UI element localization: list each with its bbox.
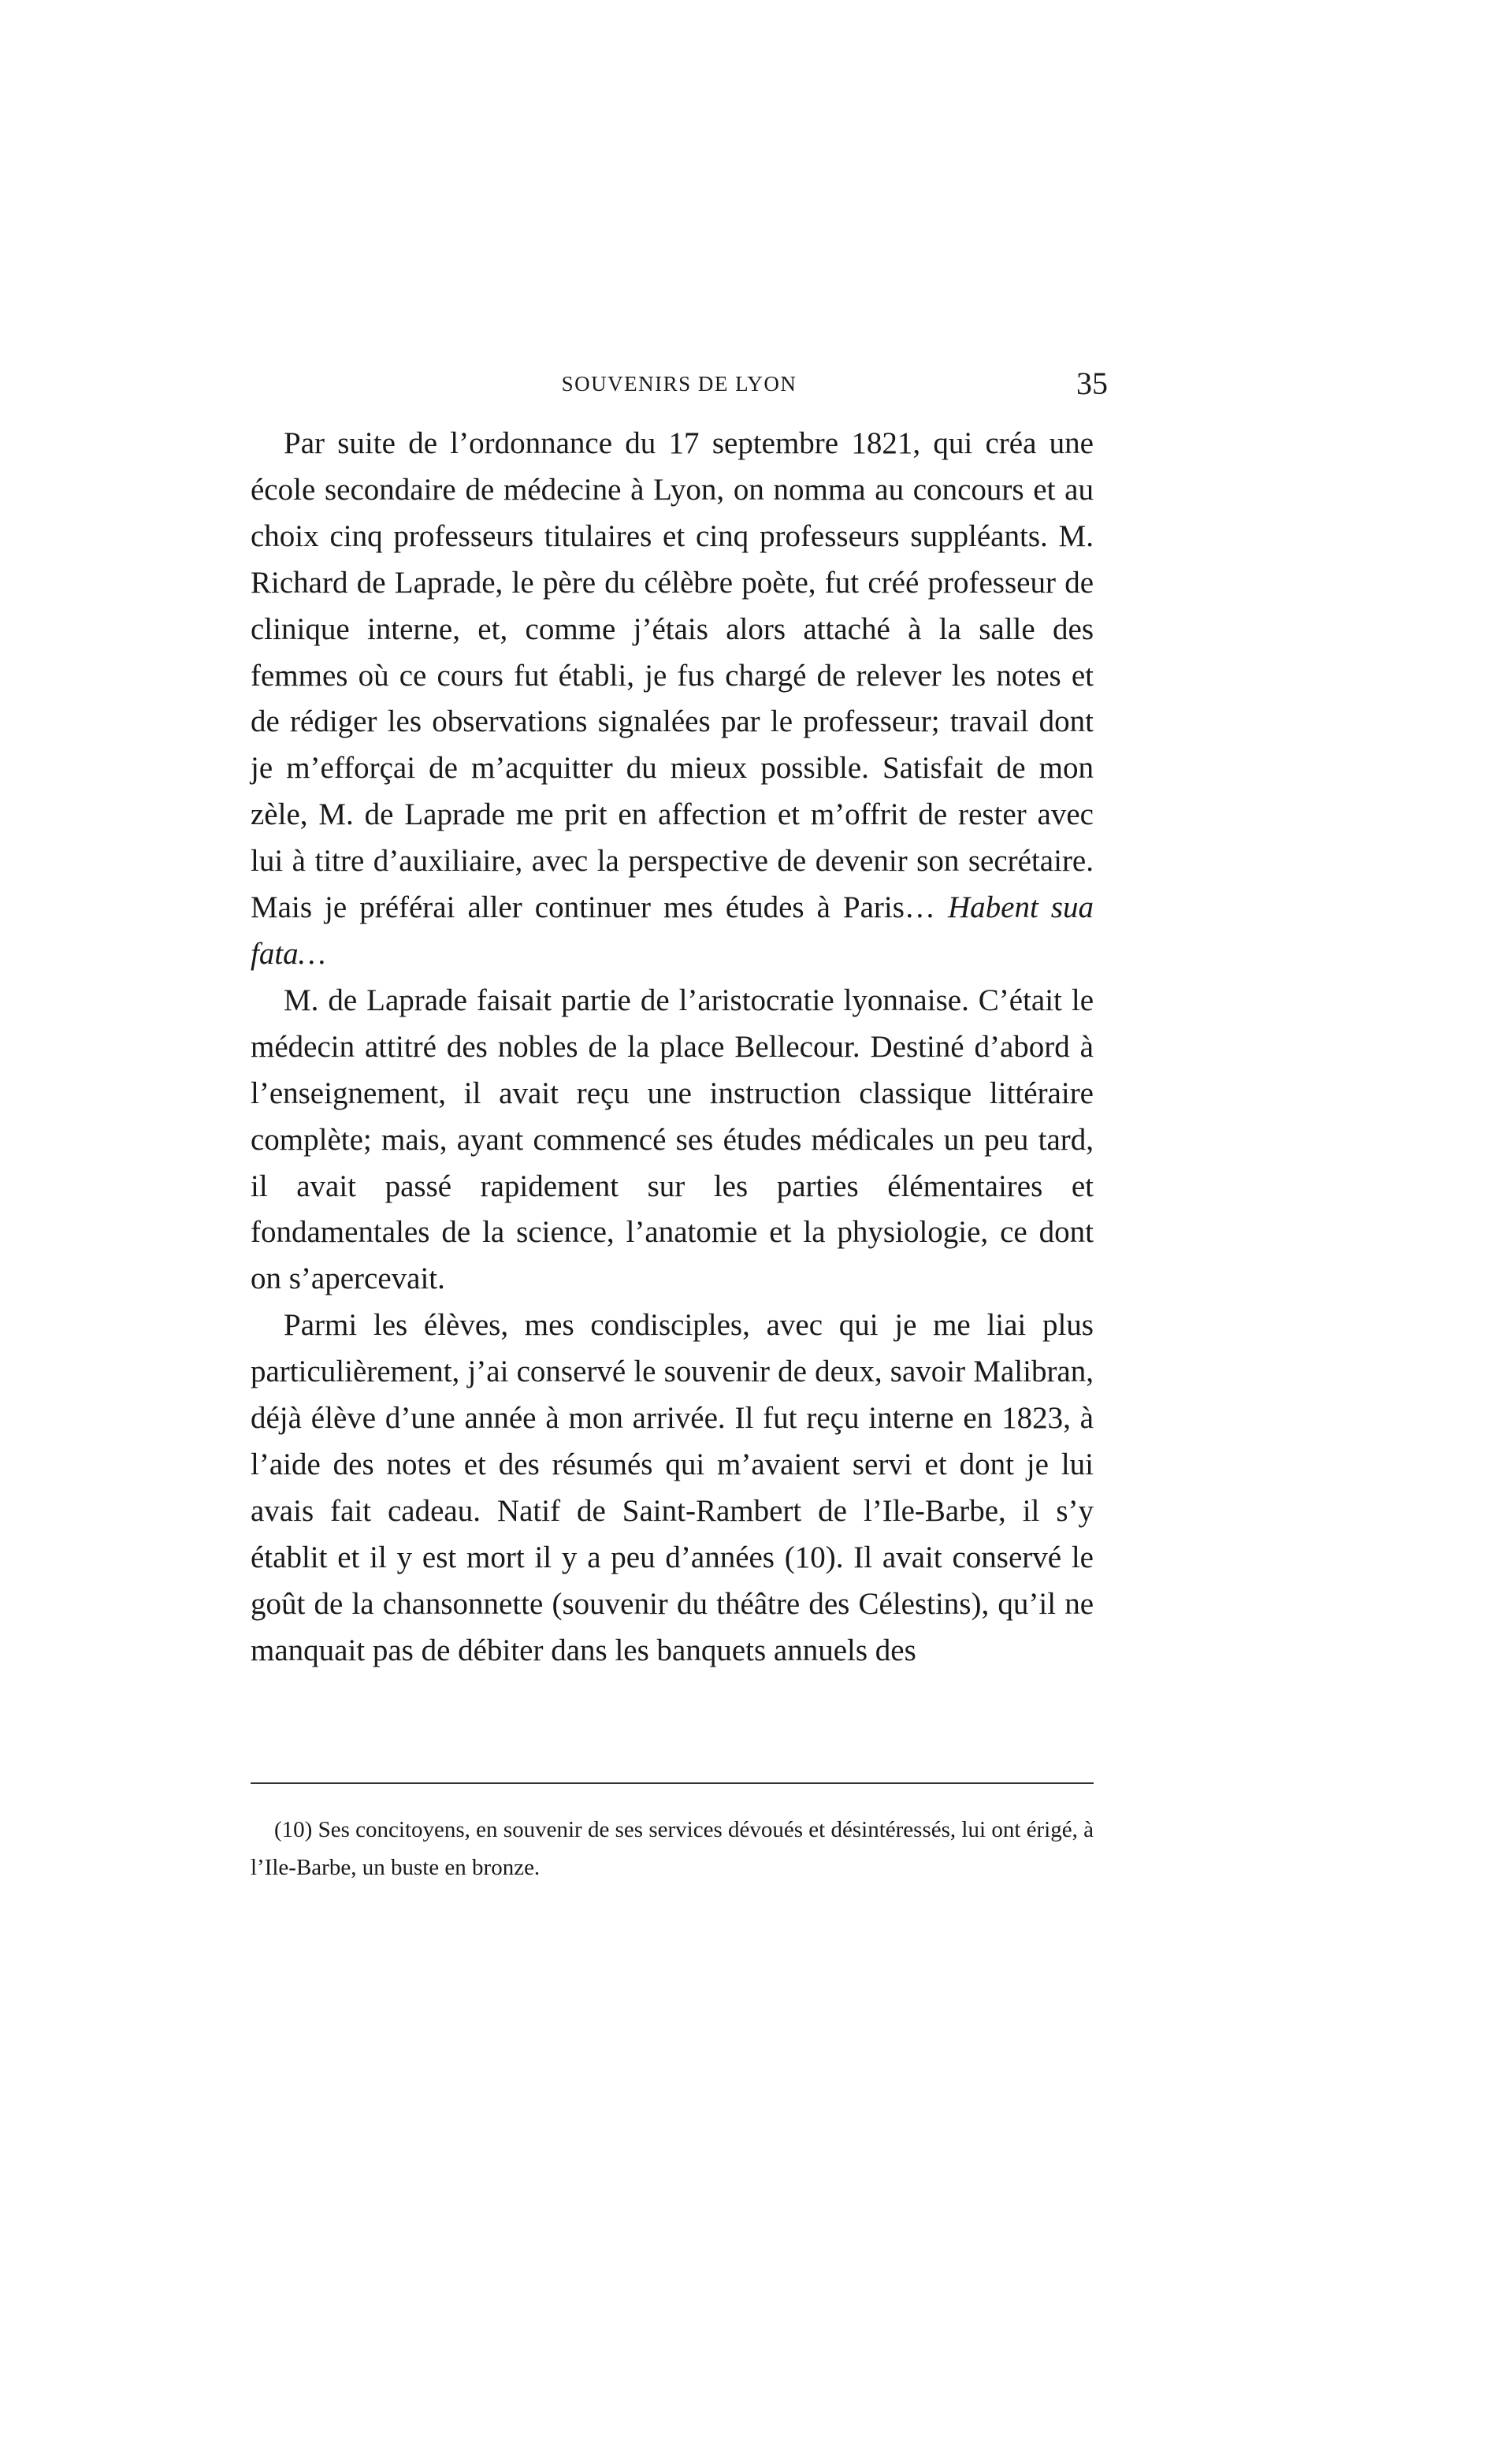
footnote-text: (10) Ses concitoyens, en souvenir de ses services dévoués et désintéressés, lui ont érigé, à l’Ile-Barbe, un buste en bronze. [251, 1817, 1094, 1880]
page-number: 35 [1076, 366, 1108, 401]
body-text [251, 421, 1094, 1674]
paragraph-1 [251, 421, 1094, 978]
footnote [251, 1811, 1094, 1886]
footnote-divider [251, 1782, 1094, 1784]
running-title: SOUVENIRS DE LYON [561, 372, 797, 396]
paragraph-1-text: Par suite de l’ordonnance du 17 septembre 1821, qui créa une école secondaire de médecine à Lyon, on nomma au concours et au choix cinq professeurs titulaires et cinq professeurs suppléants. M. Richard de Laprade, le père du célèbre poète, fut créé professeur de clinique interne, et, comme j’étais alors attaché à la salle des femmes où ce cours fut établi, je fus chargé de relever les notes et de rédiger les observations signalées par le professeur; travail dont je m’efforçai de m’acquitter du mieux possible. Satisfait de mon zèle, M. de Laprade me prit en affection et m’offrit de rester avec lui à titre d’auxiliaire, avec la perspective de devenir son secrétaire. Mais je préférai aller continuer mes études à Paris… [251, 426, 1094, 925]
paragraph-2: M. de Laprade faisait partie de l’aristocratie lyonnaise. C’était le médecin attitré des nobles de la place Bellecour. Destiné d’abord à l’enseignement, il avait reçu une instruction classique littéraire complète; mais, ayant commencé ses études médicales un peu tard, il avait passé rapidement sur les parties élémentaires et fondamentales de la science, l’anatomie et la physiologie, ce dont on s’apercevait. [251, 983, 1094, 1296]
latin-quote: Habent sua fata… [251, 890, 1094, 971]
paragraph-3: Parmi les élèves, mes condisciples, avec qui je me liai plus particulièrement, j’ai conservé le souvenir de deux, savoir Malibran, déjà élève d’une année à mon arrivée. Il fut reçu interne en 1823, à l’aide des notes et des résumés qui m’avaient servi et dont je lui avais fait cadeau. Natif de Saint-Rambert de l’Ile-Barbe, il s’y établit et il y est mort il y a peu d’années (10). Il avait conservé le goût de la chansonnette (souvenir du théâtre des Célestins), qu’il ne manquait pas de débiter dans les banquets annuels des [251, 1308, 1094, 1667]
running-head [251, 364, 1108, 403]
